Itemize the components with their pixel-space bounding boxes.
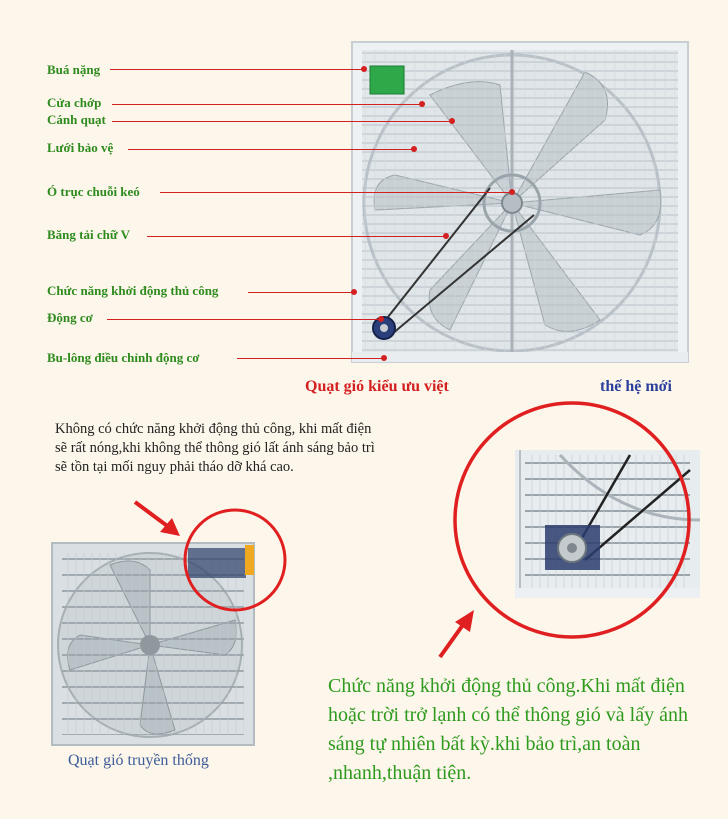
leader-dot-7 [351, 289, 357, 295]
caption-traditional-fan: Quạt gió truyền thống [68, 752, 209, 769]
leader-line-8 [107, 319, 381, 320]
leader-dot-1 [361, 66, 367, 72]
leader-dot-4 [411, 146, 417, 152]
leader-dot-5 [509, 189, 515, 195]
arrow-to-inset [440, 610, 474, 657]
label-cua-chop: Cửa chớp [47, 95, 102, 110]
leader-line-6 [147, 236, 446, 237]
leader-line-3 [112, 121, 452, 122]
caption-new-generation: thế hệ mới [600, 378, 672, 395]
leader-dot-8 [378, 316, 384, 322]
modern-benefit-note: Chức năng khởi động thủ công.Khi mất điện hoặc trời trở lạnh có thể thông gió và lấy ánh sáng tự nhiên bất kỳ.khi bảo trì,an toàn ,nhanh,thuận tiện. [328, 675, 688, 784]
label-truc-chuoi-keo: Ó trục chuỗi keó [47, 184, 140, 199]
arrow-to-traditional [135, 502, 180, 536]
label-bang-tai: Băng tải chữ V [47, 227, 131, 242]
zoom-inset-image [515, 450, 700, 598]
leader-line-4 [128, 149, 414, 150]
label-canh-quat: Cánh quạt [47, 112, 106, 127]
label-khoi-dong-thu-cong: Chức năng khởi động thủ công [47, 283, 219, 298]
traditional-fan-image [52, 543, 254, 745]
leader-dot-6 [443, 233, 449, 239]
modern-fan-image [352, 42, 688, 362]
leader-dot-2 [419, 101, 425, 107]
leader-line-1 [110, 69, 364, 70]
leader-dot-3 [449, 118, 455, 124]
label-dong-co: Động cơ [47, 310, 93, 325]
leader-dot-9 [381, 355, 387, 361]
leader-line-7 [248, 292, 354, 293]
label-bu-long: Bu-lông điều chỉnh động cơ [47, 350, 200, 365]
label-bua-nang: Buá nặng [47, 62, 101, 77]
leader-line-5 [160, 192, 512, 193]
leader-line-9 [237, 358, 384, 359]
label-luoi-bao-ve: Lưới bảo vệ [47, 140, 114, 155]
caption-modern-fan: Quạt gió kiểu ưu việt [305, 378, 449, 395]
leader-line-2 [112, 104, 422, 105]
traditional-issue-note: Không có chức năng khởi động thủ công, khi mất điện sẽ rất nóng,khi không thể thông gió lất ánh sáng bảo trì sẽ tồn tại mối nguy phải tháo dỡ khá cao. [55, 421, 375, 475]
